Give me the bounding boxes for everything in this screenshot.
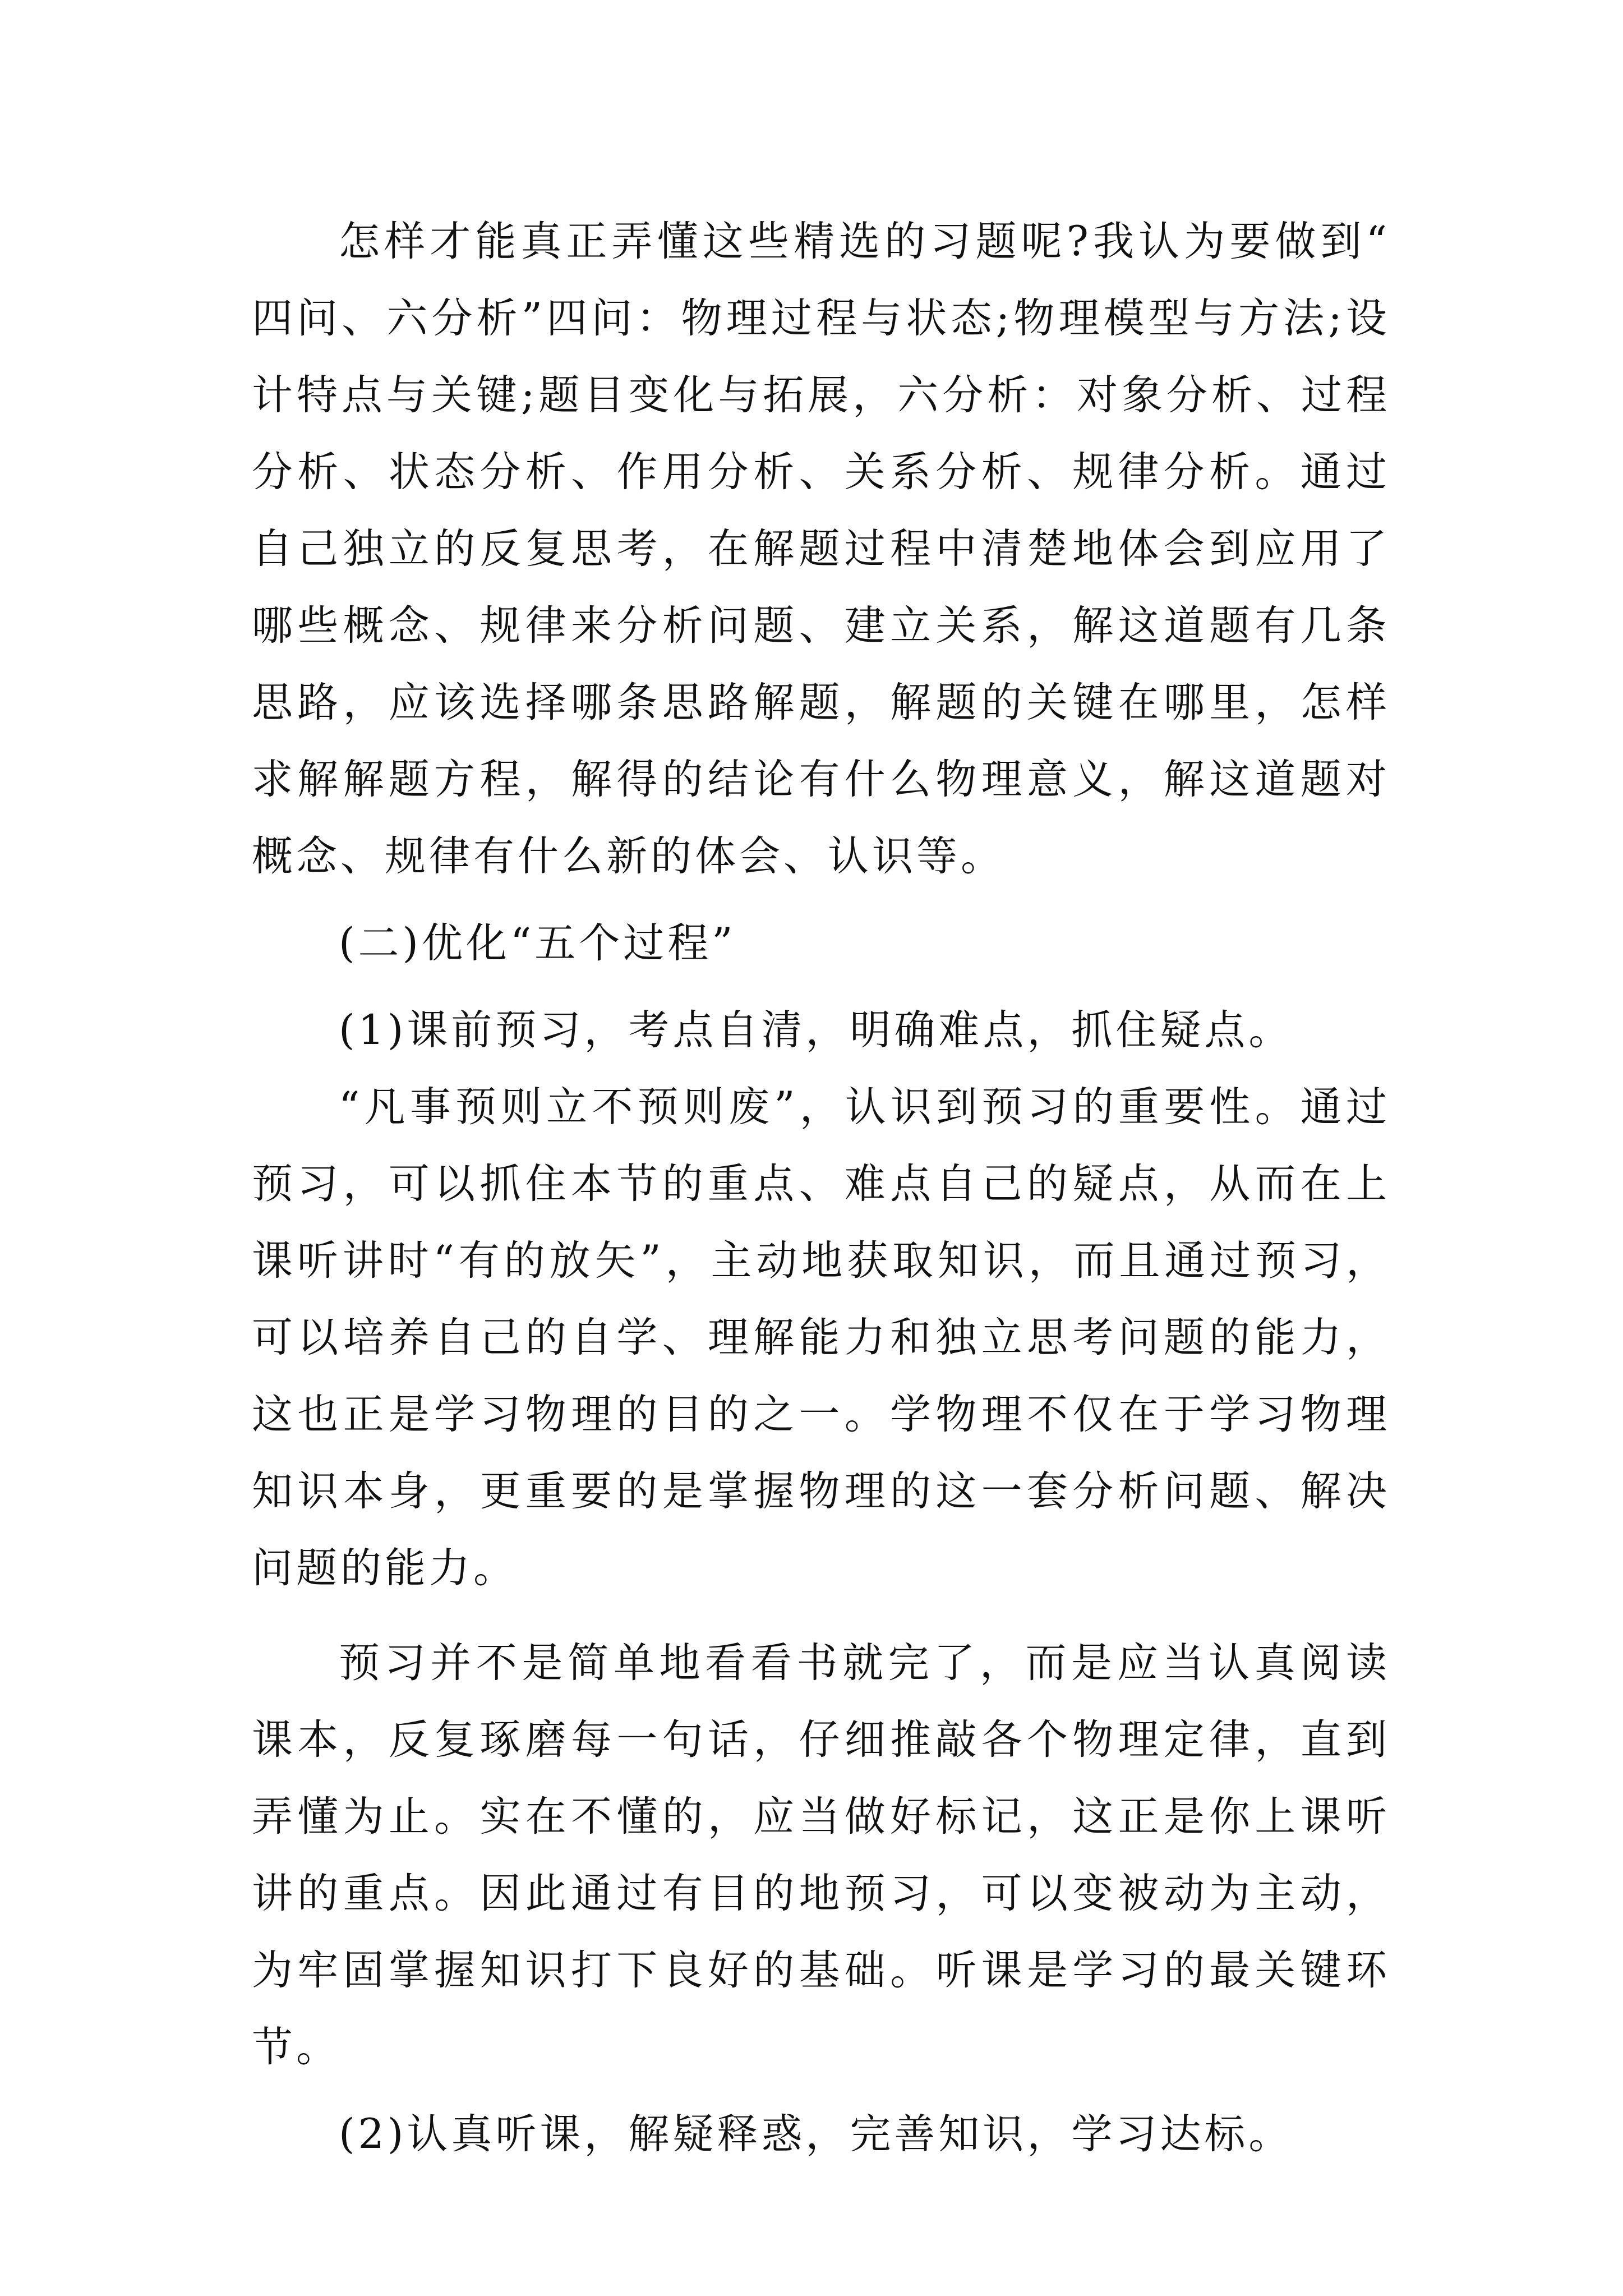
paragraph-how-to-preview: 预习并不是简单地看看书就完了，而是应当认真阅读课本，反复琢磨每一句话，仔细推敲各个物理定律，直到弄懂为止。实在不懂的，应当做好标记，这正是你上课听讲的重点。因此通过有目的地预习，可以变被动为主动，为牢固掌握知识打下良好的基础。听课是学习的最关键环节。 [252, 1639, 1390, 2071]
subheading-preview-before-class: (1)课前预习，考点自清，明确难点，抓住疑点。 [339, 1006, 1293, 1054]
heading-optimize-five-processes: (二)优化“五个过程” [339, 919, 736, 967]
subheading-listen-carefully: (2)认真听课，解疑释惑，完善知识，学习达标。 [339, 2110, 1293, 2158]
paragraph-four-questions-six-analyses: 怎样才能真正弄懂这些精选的习题呢?我认为要做到“四问、六分析”四问：物理过程与状态;物理模型与方法;设计特点与关键;题目变化与拓展，六分析：对象分析、过程分析、状态分析、作用分析、关系分析、规律分析。通过自己独立的反复思考，在解题过程中清楚地体会到应用了哪些概念、规律来分析问题、建立关系，解这道题有几条思路，应该选择哪条思路解题，解题的关键在哪里，怎样求解解题方程，解得的结论有什么物理意义，解这道题对概念、规律有什么新的体会、认识等。 [252, 218, 1390, 880]
paragraph-importance-of-preview: “凡事预则立不预则废”，认识到预习的重要性。通过预习，可以抓住本节的重点、难点自己的疑点，从而在上课听讲时“有的放矢”，主动地获取知识，而且通过预习，可以培养自己的自学、理解能力和独立思考问题的能力，这也正是学习物理的目的之一。学物理不仅在于学习物理知识本身，更重要的是掌握物理的这一套分析问题、解决问题的能力。 [252, 1083, 1390, 1592]
